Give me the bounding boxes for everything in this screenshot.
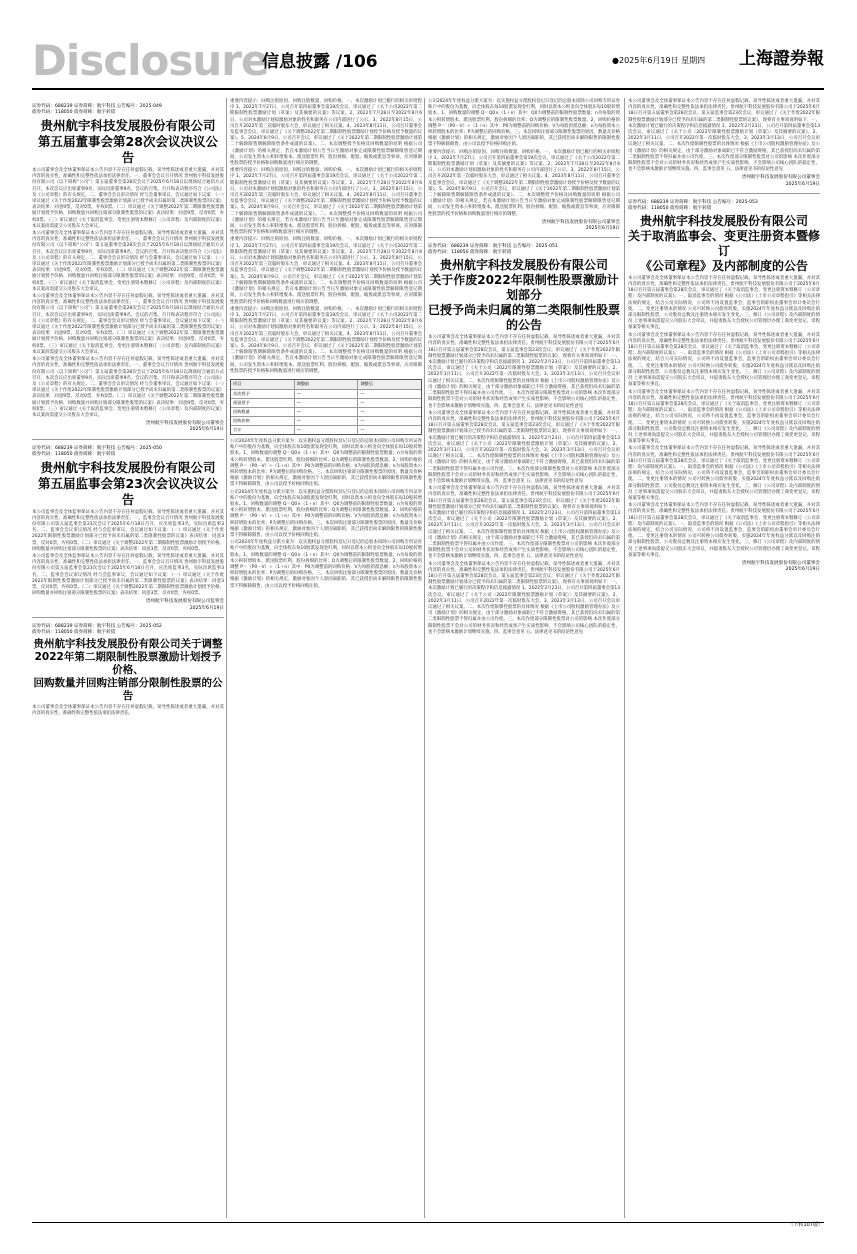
table-header-row <box>231 380 421 389</box>
notice-body-continued: 本公司董事会及全体董事保证本公告内容不存在任何虚假记载、误导性陈述或者重大遗漏，并对其内容的真实性、准确性和完整性依法承担法律责任。一、董事会会议召开情况 贵州航宇科技发展股份有限公司（以下简称“公司”）第五届董事会第28次会议于2025年6月18日以现场结合通讯方式召开，本次会议应出席董事9名，实际出席董事9名。会议的召集、召开和表决程序符合《公司法》及《公司章程》的有关规定。二、董事会会议审议情况 经与会董事审议，会议通过如下议案：（一）审议通过《关于作废2022年限制性股票激励计划部分已授予尚未归属的第二类限制性股票的议案》表决结果：同意9票，反对0票，弃权0票。（二）审议通过《关于调整2022年第二期限制性股票激励计划授予价格、回购数量并回购注销部分限制性股票的议案》表决结果：同意9票，反对0票，弃权0票。（三）审议通过《关于取消监事会、变更注册资本暨修订〈公司章程〉及内部制度的议案》本议案尚需提交公司股东大会审议。 <box>32 294 224 355</box>
notice-signature: 贵州航宇科技发展股份有限公司董事会 2025年6月19日 <box>741 175 820 187</box>
table-row <box>231 407 421 416</box>
notice-body: 本公司董事会及全体董事保证本公告内容不存在任何虚假记载、误导性陈述或者重大遗漏，并对其内容的真实性、准确性和完整性依法承担法律责任。贵州航宇科技发展股份有限公司于2025年6月18日召开第五届董事会第28次会议，审议通过了《关于取消监事会、变更注册资本暨修订〈公司章程〉及内部制度的议案》。一、取消监事会的情况 根据《公司法》《上市公司章程指引》等相关法律法规的规定，结合公司实际情况，公司将不再设置监事会，监事会的职权由董事会审计委员会行使。二、变更注册资本的情况 公司可转换公司债券转股、实施2024年年度权益分派以及回购注销部分限制性股票，公司股份总数及注册资本相应发生变化。三、修订《公司章程》及内部制度的情况 上述事项尚需提交公司股东大会审议，并提请股东大会授权公司管理层办理工商变更登记、章程备案等相关事宜。 <box>628 275 820 331</box>
column-4 <box>628 98 820 1218</box>
section-title: 信息披露 /106 <box>262 52 378 72</box>
table-cell: — <box>357 408 421 416</box>
notice-body-continued: 重要内容提示：回购注销原因、回购注销数量、回购价格。一、本次激励计划已履行的相关审批程序 1、2022年7月27日，公司召开第四届董事会第19次会议，审议通过了《关于公司2022年第二期限制性股票激励计划（草案）及其摘要的议案》等议案。2、2022年7月28日至2022年8月6日，公司对本激励计划拟激励对象的姓名和职务在公司内部进行了公示。3、2022年8月15日，公司召开2022年第三次临时股东大会，审议通过了相关议案。4、2023年8月11日，公司召开董事会及监事会会议，审议通过了《关于调整2022年第二期限制性股票激励计划授予价格及授予数量的议案》。5、2024年8月9日，公司召开会议，审议通过了《关于2022年第二期限制性股票激励计划第二个解除限售期解除限售条件成就的议案》。二、本次调整授予价格及回购数量的说明 根据公司《激励计划》的相关规定，若在本激励计划公告当日至激励对象完成限制性股票解除限售登记期间，公司发生资本公积转增股本、派送股票红利、股份拆细、配股、缩股或派息等事项，应对限制性股票的授予价格和回购数量进行相应的调整。 <box>230 237 422 305</box>
brand-wordmark: Disclosure <box>32 36 269 85</box>
notice-body: 本公司董事会及全体董事保证本公告内容不存在任何虚假记载、误导性陈述或者重大遗漏，并对其内容的真实性、准确性和完整性依法承担法律责任。 <box>32 704 224 716</box>
notice-body-continued: 本公司监事会及全体监事保证本公告内容不存在任何虚假记载、误导性陈述或者重大遗漏，并对其内容的真实性、准确性和完整性依法承担法律责任。一、监事会会议召开情况 贵州航宇科技发展股份有限公司第五届监事会第23次会议于2025年6月18日召开，应出席监事3名，实际出席监事3名。二、监事会会议审议情况 经与会监事审议，会议通过如下议案：（一）审议通过《关于作废2022年限制性股票激励计划部分已授予尚未归属的第二类限制性股票的议案》表决结果：同意3票，反对0票，弃权0票。（二）审议通过《关于调整2022年第二期限制性股票激励计划授予价格、回购数量并回购注销部分限制性股票的议案》表决结果：同意3票，反对0票，弃权0票。 <box>32 553 224 597</box>
column-divider <box>624 98 625 1218</box>
notice-body-continued: 本公司董事会及全体董事保证本公告内容不存在任何虚假记载、误导性陈述或者重大遗漏，并对其内容的真实性、准确性和完整性依法承担法律责任。贵州航宇科技发展股份有限公司于2025年6月18日召开第五届董事会第28次会议，审议通过了《关于取消监事会、变更注册资本暨修订〈公司章程〉及内部制度的议案》。一、取消监事会的情况 根据《公司法》《上市公司章程指引》等相关法律法规的规定，结合公司实际情况，公司将不再设置监事会，监事会的职权由董事会审计委员会行使。二、变更注册资本的情况 公司可转换公司债券转股、实施2024年年度权益分派以及回购注销部分限制性股票，公司股份总数及注册资本相应发生变化。三、修订《公司章程》及内部制度的情况 上述事项尚需提交公司股东大会审议，并提请股东大会授权公司管理层办理工商变更登记、章程备案等相关事宜。 <box>628 446 820 501</box>
notice-title: 贵州航宇科技发展股份有限公司 第五届董事会第28次会议决议公告 <box>38 118 218 165</box>
notice-signature: 贵州航宇科技发展股份有限公司监事会 2025年6月19日 <box>145 599 224 611</box>
table-header-cell: 调整前 <box>294 380 358 389</box>
column-1 <box>32 98 224 1218</box>
notice-supervisory-resolution <box>32 446 224 612</box>
notice-body-continued: 本公司董事会及全体董事保证本公告内容不存在任何虚假记载、误导性陈述或者重大遗漏，并对其内容的真实性、准确性和完整性依法承担法律责任。贵州航宇科技发展股份有限公司于2025年6月18日召开第五届董事会第28次会议、第五届监事会第23次会议，审议通过了《关于作废2022年限制性股票激励计划部分已授予尚未归属的第二类限制性股票的议案》，现将有关事项说明如下：一、本次激励计划已履行的决策程序和信息披露情况 1、2022年2月23日，公司召开第四届董事会第13次会议，审议通过了《关于公司〈2022年限制性股票激励计划（草案）〉及其摘要的议案》。2、2022年3月11日，公司召开2022年第一次临时股东大会。3、2023年3月13日，公司召开会议审议通过了相关议案。二、本次作废限制性股票的具体情况 根据《上市公司股权激励管理办法》及公司《激励计划》的相关规定，由于部分激励对象离职已不符合激励资格，其已获授但尚未归属的第二类限制性股票不得归属并由公司作废。三、本次作废部分限制性股票对公司的影响 本次作废部分限制性股票不会对公司的财务状况和经营成果产生实质性影响，不会影响公司核心团队的稳定性，也不会影响本激励计划继续实施。四、监事会意见 五、法律意见书的结论性意见 <box>428 561 620 635</box>
notice-body-continued: 本公司董事会及全体董事保证本公告内容不存在任何虚假记载、误导性陈述或者重大遗漏，并对其内容的真实性、准确性和完整性依法承担法律责任。贵州航宇科技发展股份有限公司于2025年6月18日召开第五届董事会第28次会议，审议通过了《关于取消监事会、变更注册资本暨修订〈公司章程〉及内部制度的议案》。一、取消监事会的情况 根据《公司法》《上市公司章程指引》等相关法律法规的规定，结合公司实际情况，公司将不再设置监事会，监事会的职权由董事会审计委员会行使。二、变更注册资本的情况 公司可转换公司债券转股、实施2024年年度权益分派以及回购注销部分限制性股票，公司股份总数及注册资本相应发生变化。三、修订《公司章程》及内部制度的情况 上述事项尚需提交公司股东大会审议，并提请股东大会授权公司管理层办理工商变更登记、章程备案等相关事宜。 <box>628 332 820 388</box>
table-cell: 合计 <box>233 426 242 432</box>
notice-board-resolution <box>32 104 224 434</box>
table-row <box>231 389 421 398</box>
notice-separator <box>628 193 820 194</box>
column-3 <box>428 98 620 1218</box>
notice-separator <box>32 439 224 440</box>
notice-signature: 贵州航宇科技发展股份有限公司董事会 2025年6月19日 <box>741 560 820 573</box>
notice-cancel-supervisory-board <box>628 200 820 574</box>
security-codes: 证券代码：688239 证券简称：航宇科技 公告编号：2025-052 债券代码：118050 债券简称：航宇转债 <box>32 623 162 635</box>
notice-separator <box>32 617 224 618</box>
notice-body-continued: 本公司董事会及全体董事保证本公告内容不存在任何虚假记载、误导性陈述或者重大遗漏，并对其内容的真实性、准确性和完整性依法承担法律责任。贵州航宇科技发展股份有限公司于2025年6月18日召开第五届董事会第28次会议、第五届监事会第23次会议，审议通过了《关于作废2022年限制性股票激励计划部分已授予尚未归属的第二类限制性股票的议案》，现将有关事项说明如下：一、本次激励计划已履行的决策程序和信息披露情况 1、2022年2月23日，公司召开第四届董事会第13次会议，审议通过了《关于公司〈2022年限制性股票激励计划（草案）〉及其摘要的议案》。2、2022年3月11日，公司召开2022年第一次临时股东大会。3、2023年3月13日，公司召开会议审议通过了相关议案。二、本次作废限制性股票的具体情况 根据《上市公司股权激励管理办法》及公司《激励计划》的相关规定，由于部分激励对象离职已不符合激励资格，其已获授但尚未归属的第二类限制性股票不得归属并由公司作废。三、本次作废部分限制性股票对公司的影响 本次作废部分限制性股票不会对公司的财务状况和经营成果产生实质性影响，不会影响公司核心团队的稳定性，也不会影响本激励计划继续实施。四、监事会意见 五、法律意见书的结论性意见 <box>628 99 820 173</box>
notice-signature: 贵州航宇科技发展股份有限公司董事会 2025年6月19日 <box>541 219 620 232</box>
notice-body-continued: 公司2024年年度权益分派方案为：以实施权益分派股权登记日登记的总股本扣除公司回购专用证券账户中的股份为基数，向全体股东每10股派发现金红利，同时以资本公积金向全体股东每10股转增股本。1、回购数量的调整 Q＝Q0×（1＋n）其中：Q0为调整前的限制性股票数量；n为每股的资本公积转增股本、派送股票红利、股份拆细的比率；Q为调整后的限制性股票数量。2、回购价格的调整 P＝（P0－V）÷（1＋n）其中：P0为调整前的回购价格；V为每股的派息额；n为每股资本公积转增股本的比率；P为调整后的回购价格。三、本次回购注销部分限制性股票的原因、数量及价格 根据《激励计划》的相关规定，激励对象因个人原因离职的，其已获授但尚未解除限售的限制性股票不得解除限售，由公司以授予价格回购注销。 <box>230 438 422 488</box>
notice-title: 贵州航宇科技发展股份有限公司关于调整 2022年第二期限制性股票激励计划授予价格、 回购数量并回购注销部分限制性股票的公告 <box>33 637 223 702</box>
notice-price-adjustment <box>32 624 224 717</box>
column-2 <box>230 98 422 1218</box>
notice-body-continued: 公司2024年年度权益分派方案为：以实施权益分派股权登记日登记的总股本扣除公司回购专用证券账户中的股份为基数，向全体股东每10股派发现金红利，同时以资本公积金向全体股东每10股转增股本。1、回购数量的调整 Q＝Q0×（1＋n）其中：Q0为调整前的限制性股票数量；n为每股的资本公积转增股本、派送股票红利、股份拆细的比率；Q为调整后的限制性股票数量。2、回购价格的调整 P＝（P0－V）÷（1＋n）其中：P0为调整前的回购价格；V为每股的派息额；n为每股资本公积转增股本的比率；P为调整后的回购价格。三、本次回购注销部分限制性股票的原因、数量及价格 根据《激励计划》的相关规定，激励对象因个人原因离职的，其已获授但尚未解除限售的限制性股票不得解除限售，由公司以授予价格回购注销。 <box>428 99 620 148</box>
notice-body-continued: 重要内容提示：回购注销原因、回购注销数量、回购价格。一、本次激励计划已履行的相关审批程序 1、2022年7月27日，公司召开第四届董事会第19次会议，审议通过了《关于公司2022年第二期限制性股票激励计划（草案）及其摘要的议案》等议案。2、2022年7月28日至2022年8月6日，公司对本激励计划拟激励对象的姓名和职务在公司内部进行了公示。3、2022年8月15日，公司召开2022年第三次临时股东大会，审议通过了相关议案。4、2023年8月11日，公司召开董事会及监事会会议，审议通过了《关于调整2022年第二期限制性股票激励计划授予价格及授予数量的议案》。5、2024年8月9日，公司召开会议，审议通过了《关于2022年第二期限制性股票激励计划第二个解除限售期解除限售条件成就的议案》。二、本次调整授予价格及回购数量的说明 根据公司《激励计划》的相关规定，若在本激励计划公告当日至激励对象完成限制性股票解除限售登记期间，公司发生资本公积转增股本、派送股票红利、股份拆细、配股、缩股或派息等事项，应对限制性股票的授予价格和回购数量进行相应的调整。 <box>428 149 620 217</box>
table-cell: 回购数量 <box>233 408 250 414</box>
notice-body-continued: 重要内容提示：回购注销原因、回购注销数量、回购价格。一、本次激励计划已履行的相关审批程序 1、2022年7月27日，公司召开第四届董事会第19次会议，审议通过了《关于公司2022年第二期限制性股票激励计划（草案）及其摘要的议案》等议案。2、2022年7月28日至2022年8月6日，公司对本激励计划拟激励对象的姓名和职务在公司内部进行了公示。3、2022年8月15日，公司召开2022年第三次临时股东大会，审议通过了相关议案。4、2023年8月11日，公司召开董事会及监事会会议，审议通过了《关于调整2022年第二期限制性股票激励计划授予价格及授予数量的议案》。5、2024年8月9日，公司召开会议，审议通过了《关于2022年第二期限制性股票激励计划第二个解除限售期解除限售条件成就的议案》。二、本次调整授予价格及回购数量的说明 根据公司《激励计划》的相关规定，若在本激励计划公告当日至激励对象完成限制性股票解除限售登记期间，公司发生资本公积转增股本、派送股票红利、股份拆细、配股、缩股或派息等事项，应对限制性股票的授予价格和回购数量进行相应的调整。 <box>230 168 422 236</box>
notice-body-continued: 重要内容提示：回购注销原因、回购注销数量、回购价格。一、本次激励计划已履行的相关审批程序 1、2022年7月27日，公司召开第四届董事会第19次会议，审议通过了《关于公司2022年第二期限制性股票激励计划（草案）及其摘要的议案》等议案。2、2022年7月28日至2022年8月6日，公司对本激励计划拟激励对象的姓名和职务在公司内部进行了公示。3、2022年8月15日，公司召开2022年第三次临时股东大会，审议通过了相关议案。4、2023年8月11日，公司召开董事会及监事会会议，审议通过了《关于调整2022年第二期限制性股票激励计划授予价格及授予数量的议案》。5、2024年8月9日，公司召开会议，审议通过了《关于2022年第二期限制性股票激励计划第二个解除限售期解除限售条件成就的议案》。二、本次调整授予价格及回购数量的说明 根据公司《激励计划》的相关规定，若在本激励计划公告当日至激励对象完成限制性股票解除限售登记期间，公司发生资本公积转增股本、派送股票红利、股份拆细、配股、缩股或派息等事项，应对限制性股票的授予价格和回购数量进行相应的调整。 <box>230 306 422 374</box>
notice-signature: 贵州航宇科技发展股份有限公司董事会 2025年6月19日 <box>145 421 224 433</box>
notice-body-continued: 本公司董事会及全体董事保证本公告内容不存在任何虚假记载、误导性陈述或者重大遗漏，并对其内容的真实性、准确性和完整性依法承担法律责任。贵州航宇科技发展股份有限公司于2025年6月18日召开第五届董事会第28次会议，审议通过了《关于取消监事会、变更注册资本暨修订〈公司章程〉及内部制度的议案》。一、取消监事会的情况 根据《公司法》《上市公司章程指引》等相关法律法规的规定，结合公司实际情况，公司将不再设置监事会，监事会的职权由董事会审计委员会行使。二、变更注册资本的情况 公司可转换公司债券转股、实施2024年年度权益分派以及回购注销部分限制性股票，公司股份总数及注册资本相应发生变化。三、修订《公司章程》及内部制度的情况 上述事项尚需提交公司股东大会审议，并提请股东大会授权公司管理层办理工商变更登记、章程备案等相关事宜。 <box>628 503 820 558</box>
table-header-cell: 调整后 <box>357 380 421 389</box>
table-cell: 回购价格 <box>233 417 250 423</box>
table-header-cell: 项目 <box>233 380 242 386</box>
table-row <box>231 416 421 425</box>
table-row <box>231 425 421 434</box>
continued-on-label: （下转107版） <box>788 1222 823 1228</box>
notice-body-continued: 公司2024年年度权益分派方案为：以实施权益分派股权登记日登记的总股本扣除公司回购专用证券账户中的股份为基数，向全体股东每10股派发现金红利，同时以资本公积金向全体股东每10股转增股本。1、回购数量的调整 Q＝Q0×（1＋n）其中：Q0为调整前的限制性股票数量；n为每股的资本公积转增股本、派送股票红利、股份拆细的比率；Q为调整后的限制性股票数量。2、回购价格的调整 P＝（P0－V）÷（1＋n）其中：P0为调整前的回购价格；V为每股的派息额；n为每股资本公积转增股本的比率；P为调整后的回购价格。三、本次回购注销部分限制性股票的原因、数量及价格 根据《激励计划》的相关规定，激励对象因个人原因离职的，其已获授但尚未解除限售的限制性股票不得解除限售，由公司以授予价格回购注销。 <box>230 540 422 589</box>
notice-body-continued: 本公司董事会及全体董事保证本公告内容不存在任何虚假记载、误导性陈述或者重大遗漏，并对其内容的真实性、准确性和完整性依法承担法律责任。一、董事会会议召开情况 贵州航宇科技发展股份有限公司（以下简称“公司”）第五届董事会第28次会议于2025年6月18日以现场结合通讯方式召开，本次会议应出席董事9名，实际出席董事9名。会议的召集、召开和表决程序符合《公司法》及《公司章程》的有关规定。二、董事会会议审议情况 经与会董事审议，会议通过如下议案：（一）审议通过《关于作废2022年限制性股票激励计划部分已授予尚未归属的第二类限制性股票的议案》表决结果：同意9票，反对0票，弃权0票。（二）审议通过《关于调整2022年第二期限制性股票激励计划授予价格、回购数量并回购注销部分限制性股票的议案》表决结果：同意9票，反对0票，弃权0票。（三）审议通过《关于取消监事会、变更注册资本暨修订〈公司章程〉及内部制度的议案》本议案尚需提交公司股东大会审议。 <box>32 357 224 418</box>
notice-title: 贵州航宇科技发展股份有限公司 关于取消监事会、变更注册资本暨修订 《公司章程》及内部制度的公告 <box>628 213 820 273</box>
column-divider <box>424 98 425 1218</box>
table-cell: 首次授予 <box>233 390 250 396</box>
security-codes: 证券代码：688239 证券简称：航宇科技 公告编号：2025-053 债券代码：118050 债券简称：航宇转债 <box>628 199 758 211</box>
table-cell: — <box>357 399 421 407</box>
table-cell: — <box>357 390 421 398</box>
notice-body-continued: 本公司董事会及全体董事保证本公告内容不存在任何虚假记载、误导性陈述或者重大遗漏，并对其内容的真实性、准确性和完整性依法承担法律责任。贵州航宇科技发展股份有限公司于2025年6月18日召开第五届董事会第28次会议、第五届监事会第23次会议，审议通过了《关于作废2022年限制性股票激励计划部分已授予尚未归属的第二类限制性股票的议案》，现将有关事项说明如下：一、本次激励计划已履行的决策程序和信息披露情况 1、2022年2月23日，公司召开第四届董事会第13次会议，审议通过了《关于公司〈2022年限制性股票激励计划（草案）〉及其摘要的议案》。2、2022年3月11日，公司召开2022年第一次临时股东大会。3、2023年3月13日，公司召开会议审议通过了相关议案。二、本次作废限制性股票的具体情况 根据《上市公司股权激励管理办法》及公司《激励计划》的相关规定，由于部分激励对象离职已不符合激励资格，其已获授但尚未归属的第二类限制性股票不得归属并由公司作废。三、本次作废部分限制性股票对公司的影响 本次作废部分限制性股票不会对公司的财务状况和经营成果产生实质性影响，不会影响公司核心团队的稳定性，也不会影响本激励计划继续实施。四、监事会意见 五、法律意见书的结论性意见 <box>428 410 620 484</box>
masthead-rule <box>32 88 824 90</box>
security-codes: 证券代码：688239 证券简称：航宇科技 公告编号：2025-050 债券代码：118050 债券简称：航宇转债 <box>32 445 162 457</box>
table-cell: — <box>294 408 358 416</box>
table-cell: — <box>357 417 421 425</box>
notice-body-continued: 本公司董事会及全体董事保证本公告内容不存在任何虚假记载、误导性陈述或者重大遗漏，并对其内容的真实性、准确性和完整性依法承担法律责任。一、董事会会议召开情况 贵州航宇科技发展股份有限公司（以下简称“公司”）第五届董事会第28次会议于2025年6月18日以现场结合通讯方式召开，本次会议应出席董事9名，实际出席董事9名。会议的召集、召开和表决程序符合《公司法》及《公司章程》的有关规定。二、董事会会议审议情况 经与会董事审议，会议通过如下议案：（一）审议通过《关于作废2022年限制性股票激励计划部分已授予尚未归属的第二类限制性股票的议案》表决结果：同意9票，反对0票，弃权0票。（二）审议通过《关于调整2022年第二期限制性股票激励计划授予价格、回购数量并回购注销部分限制性股票的议案》表决结果：同意9票，反对0票，弃权0票。（三）审议通过《关于取消监事会、变更注册资本暨修订〈公司章程〉及内部制度的议案》本议案尚需提交公司股东大会审议。 <box>32 231 224 292</box>
notice-title: 贵州航宇科技发展股份有限公司 第五届监事会第23次会议决议公告 <box>38 459 218 507</box>
column-divider <box>226 98 227 1218</box>
masthead <box>32 38 824 84</box>
table-cell: — <box>294 390 358 398</box>
security-codes: 证券代码：688239 证券简称：航宇科技 公告编号：2025-049 债券代码：118050 债券简称：航宇转债 <box>32 104 162 115</box>
notice-void-shares <box>428 244 620 636</box>
issue-date: ●2025年6月19日 星期四 <box>612 56 706 65</box>
notice-body: 本公司董事会及全体董事保证本公告内容不存在任何虚假记载、误导性陈述或者重大遗漏，并对其内容的真实性、准确性和完整性依法承担法律责任。一、董事会会议召开情况 贵州航宇科技发展股份有限公司（以下简称“公司”）第五届董事会第28次会议于2025年6月18日以现场结合通讯方式召开，本次会议应出席董事9名，实际出席董事9名。会议的召集、召开和表决程序符合《公司法》及《公司章程》的有关规定。二、董事会会议审议情况 经与会董事审议，会议通过如下议案：（一）审议通过《关于作废2022年限制性股票激励计划部分已授予尚未归属的第二类限制性股票的议案》表决结果：同意9票，反对0票，弃权0票。（二）审议通过《关于调整2022年第二期限制性股票激励计划授予价格、回购数量并回购注销部分限制性股票的议案》表决结果：同意9票，反对0票，弃权0票。（三）审议通过《关于取消监事会、变更注册资本暨修订〈公司章程〉及内部制度的议案》本议案尚需提交公司股东大会审议。 <box>32 168 224 229</box>
table-cell: — <box>294 426 358 434</box>
notice-body-continued: 本公司董事会及全体董事保证本公告内容不存在任何虚假记载、误导性陈述或者重大遗漏，并对其内容的真实性、准确性和完整性依法承担法律责任。贵州航宇科技发展股份有限公司于2025年6月18日召开第五届董事会第28次会议、第五届监事会第23次会议，审议通过了《关于作废2022年限制性股票激励计划部分已授予尚未归属的第二类限制性股票的议案》，现将有关事项说明如下：一、本次激励计划已履行的决策程序和信息披露情况 1、2022年2月23日，公司召开第四届董事会第13次会议，审议通过了《关于公司〈2022年限制性股票激励计划（草案）〉及其摘要的议案》。2、2022年3月11日，公司召开2022年第一次临时股东大会。3、2023年3月13日，公司召开会议审议通过了相关议案。二、本次作废限制性股票的具体情况 根据《上市公司股权激励管理办法》及公司《激励计划》的相关规定，由于部分激励对象离职已不符合激励资格，其已获授但尚未归属的第二类限制性股票不得归属并由公司作废。三、本次作废部分限制性股票对公司的影响 本次作废部分限制性股票不会对公司的财务状况和经营成果产生实质性影响，不会影响公司核心团队的稳定性，也不会影响本激励计划继续实施。四、监事会意见 五、法律意见书的结论性意见 <box>428 486 620 560</box>
notice-body: 本公司董事会及全体董事保证本公告内容不存在任何虚假记载、误导性陈述或者重大遗漏，并对其内容的真实性、准确性和完整性依法承担法律责任。贵州航宇科技发展股份有限公司于2025年6月18日召开第五届董事会第28次会议、第五届监事会第23次会议，审议通过了《关于作废2022年限制性股票激励计划部分已授予尚未归属的第二类限制性股票的议案》，现将有关事项说明如下：一、本次激励计划已履行的决策程序和信息披露情况 1、2022年2月23日，公司召开第四届董事会第13次会议，审议通过了《关于公司〈2022年限制性股票激励计划（草案）〉及其摘要的议案》。2、2022年3月11日，公司召开2022年第一次临时股东大会。3、2023年3月13日，公司召开会议审议通过了相关议案。二、本次作废限制性股票的具体情况 根据《上市公司股权激励管理办法》及公司《激励计划》的相关规定，由于部分激励对象离职已不符合激励资格，其已获授但尚未归属的第二类限制性股票不得归属并由公司作废。三、本次作废部分限制性股票对公司的影响 本次作废部分限制性股票不会对公司的财务状况和经营成果产生实质性影响，不会影响公司核心团队的稳定性，也不会影响本激励计划继续实施。四、监事会意见 五、法律意见书的结论性意见 <box>428 335 620 409</box>
notice-body-continued: 本公司董事会及全体董事保证本公告内容不存在任何虚假记载、误导性陈述或者重大遗漏，并对其内容的真实性、准确性和完整性依法承担法律责任。贵州航宇科技发展股份有限公司于2025年6月18日召开第五届董事会第28次会议，审议通过了《关于取消监事会、变更注册资本暨修订〈公司章程〉及内部制度的议案》。一、取消监事会的情况 根据《公司法》《上市公司章程指引》等相关法律法规的规定，结合公司实际情况，公司将不再设置监事会，监事会的职权由董事会审计委员会行使。二、变更注册资本的情况 公司可转换公司债券转股、实施2024年年度权益分派以及回购注销部分限制性股票，公司股份总数及注册资本相应发生变化。三、修订《公司章程》及内部制度的情况 上述事项尚需提交公司股东大会审议，并提请股东大会授权公司管理层办理工商变更登记、章程备案等相关事宜。 <box>628 389 820 445</box>
adjustment-table <box>230 379 422 435</box>
table-cell: 预留授予 <box>233 399 250 405</box>
notice-body: 本公司监事会及全体监事保证本公告内容不存在任何虚假记载、误导性陈述或者重大遗漏，并对其内容的真实性、准确性和完整性依法承担法律责任。一、监事会会议召开情况 贵州航宇科技发展股份有限公司第五届监事会第23次会议于2025年6月18日召开，应出席监事3名，实际出席监事3名。二、监事会会议审议情况 经与会监事审议，会议通过如下议案：（一）审议通过《关于作废2022年限制性股票激励计划部分已授予尚未归属的第二类限制性股票的议案》表决结果：同意3票，反对0票，弃权0票。（二）审议通过《关于调整2022年第二期限制性股票激励计划授予价格、回购数量并回购注销部分限制性股票的议案》表决结果：同意3票，反对0票，弃权0票。 <box>32 509 224 552</box>
newspaper-logo: 上海證券報 <box>739 49 824 69</box>
table-cell: — <box>357 426 421 434</box>
table-cell: — <box>294 399 358 407</box>
notice-body-continued: 重要内容提示：回购注销原因、回购注销数量、回购价格。一、本次激励计划已履行的相关审批程序 1、2022年7月27日，公司召开第四届董事会第19次会议，审议通过了《关于公司2022年第二期限制性股票激励计划（草案）及其摘要的议案》等议案。2、2022年7月28日至2022年8月6日，公司对本激励计划拟激励对象的姓名和职务在公司内部进行了公示。3、2022年8月15日，公司召开2022年第三次临时股东大会，审议通过了相关议案。4、2023年8月11日，公司召开董事会及监事会会议，审议通过了《关于调整2022年第二期限制性股票激励计划授予价格及授予数量的议案》。5、2024年8月9日，公司召开会议，审议通过了《关于2022年第二期限制性股票激励计划第二个解除限售期解除限售条件成就的议案》。二、本次调整授予价格及回购数量的说明 根据公司《激励计划》的相关规定，若在本激励计划公告当日至激励对象完成限制性股票解除限售登记期间，公司发生资本公积转增股本、派送股票红利、股份拆细、配股、缩股或派息等事项，应对限制性股票的授予价格和回购数量进行相应的调整。 <box>230 99 422 167</box>
table-row <box>231 398 421 407</box>
footer-rule <box>32 1222 824 1223</box>
notice-separator <box>428 237 620 238</box>
table-cell: — <box>294 417 358 425</box>
notice-title: 贵州航宇科技发展股份有限公司 关于作废2022年限制性股票激励计划部分 已授予尚未归属的第二类限制性股票的公告 <box>428 258 620 333</box>
security-codes: 证券代码：688239 证券简称：航宇科技 公告编号：2025-051 债券代码：118050 债券简称：航宇转债 <box>428 244 558 256</box>
notice-body-continued: 公司2024年年度权益分派方案为：以实施权益分派股权登记日登记的总股本扣除公司回购专用证券账户中的股份为基数，向全体股东每10股派发现金红利，同时以资本公积金向全体股东每10股转增股本。1、回购数量的调整 Q＝Q0×（1＋n）其中：Q0为调整前的限制性股票数量；n为每股的资本公积转增股本、派送股票红利、股份拆细的比率；Q为调整后的限制性股票数量。2、回购价格的调整 P＝（P0－V）÷（1＋n）其中：P0为调整前的回购价格；V为每股的派息额；n为每股资本公积转增股本的比率；P为调整后的回购价格。三、本次回购注销部分限制性股票的原因、数量及价格 根据《激励计划》的相关规定，激励对象因个人原因离职的，其已获授但尚未解除限售的限制性股票不得解除限售，由公司以授予价格回购注销。 <box>230 489 422 538</box>
